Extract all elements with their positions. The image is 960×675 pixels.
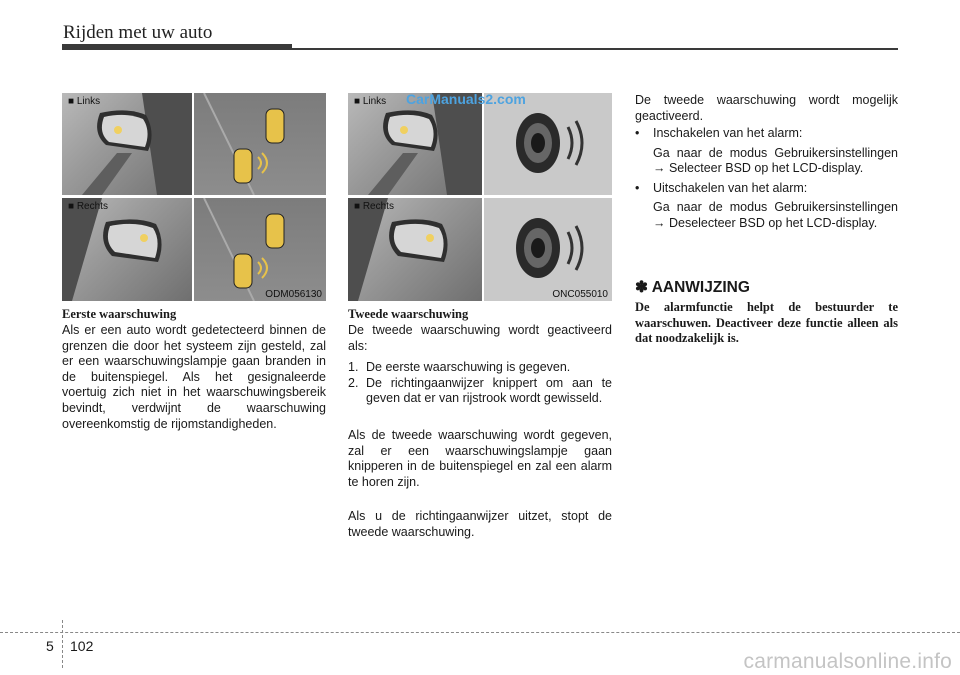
second-warning-para1: Als de tweede waarschuwing wordt gegeven, zal er een waarschuwingslampje gaan knipperen in de buitenspiegel en zal een alarm te horen zijn. [348, 428, 612, 489]
figure-alarm-speaker [348, 93, 612, 301]
second-warning-para2: Als u de richtingaanwijzer uitzet, stopt de tweede waarschuwing. [348, 509, 612, 539]
cars-diagram-right-side [194, 198, 326, 301]
list-item: 2. De richtingaanwijzer knippert om aan te geven dat er van rijstrook wordt gewisseld. [348, 375, 612, 406]
side-mirror-icon [348, 198, 482, 301]
speaker-panel-right-side [484, 198, 612, 301]
figure-code: ODM056130 [265, 289, 322, 300]
mirror-photo-left-side [62, 93, 192, 195]
footer-divider [62, 620, 63, 668]
page-number: 102 [70, 638, 94, 654]
section-title-first-warning: Eerste waarschuwing [62, 307, 177, 321]
site-watermark: carmanualsonline.info [743, 650, 952, 673]
speaker-icon [484, 93, 612, 195]
column3-intro: De tweede waarschuwing wordt mogelijk geactiveerd. [635, 93, 898, 123]
car-detection-icon [194, 198, 326, 301]
figure-label-right-side: ■ Rechts [354, 201, 394, 212]
list-item: • Inschakelen van het alarm: Ga naar de modus Gebruikersinstellingen → Selecteer BSD op het LCD-display. [635, 126, 898, 176]
mirror-photo-right-side [348, 198, 482, 301]
section-number: 5 [46, 638, 54, 654]
list-item: • Uitschakelen van het alarm: Ga naar de modus Gebruikersinstellingen → Deselecteer BSD op het LCD-display. [635, 180, 898, 230]
speaker-icon [484, 198, 612, 301]
mirror-photo-left-side [348, 93, 482, 195]
note-heading: ✽ AANWIJZING [635, 279, 750, 296]
alarm-settings-list [635, 126, 898, 232]
list-item-body: Ga naar de modus Gebruikersinstellingen → Deselecteer BSD op het LCD-display. [653, 200, 898, 230]
footer-rule [0, 632, 960, 633]
list-item-body: Ga naar de modus Gebruikersinstellingen → Selecteer BSD op het LCD-display. [653, 145, 898, 176]
note-body: De alarmfunctie helpt de bestuurder te waarschuwen. Deactiveer deze functie alleen als dat noodzakelijk is. [635, 300, 898, 346]
cars-diagram-left-side [194, 93, 326, 195]
figure-label-right-side: ■ Rechts [68, 201, 108, 212]
second-warning-conditions [348, 360, 612, 407]
car-detection-icon [194, 93, 326, 195]
speaker-panel-left-side [484, 93, 612, 195]
figure-blind-spot-mirror [62, 93, 326, 301]
side-mirror-icon [62, 198, 192, 301]
carmanuals-overlay: CarManuals2.com [406, 91, 526, 107]
side-mirror-icon [348, 93, 482, 195]
list-item: 1. De eerste waarschuwing is gegeven. [348, 360, 571, 374]
mirror-photo-right-side [62, 198, 192, 301]
side-mirror-icon [62, 93, 192, 195]
header-rule [62, 48, 898, 50]
figure-label-left-side: ■ Links [68, 96, 101, 107]
figure-code: ONC055010 [552, 289, 608, 300]
first-warning-text: Als er een auto wordt gedetecteerd binnen de grenzen die door het systeem zijn gesteld, zal er een waarschuwingslampje gaan branden in de buitenspiegel. Als het gesignaleerde voertuig zich niet in het waarschuwingsbereik bevindt, verdwijnt de waarschuwing overeenkomstig de rijomstandigheden. [62, 323, 326, 431]
section-title-second-warning: Tweede waarschuwing [348, 307, 469, 321]
running-header: Rijden met uw auto [63, 22, 213, 43]
second-warning-intro: De tweede waarschuwing wordt geactiveerd als: [348, 323, 612, 353]
figure-label-left-side: ■ Links [354, 96, 387, 107]
